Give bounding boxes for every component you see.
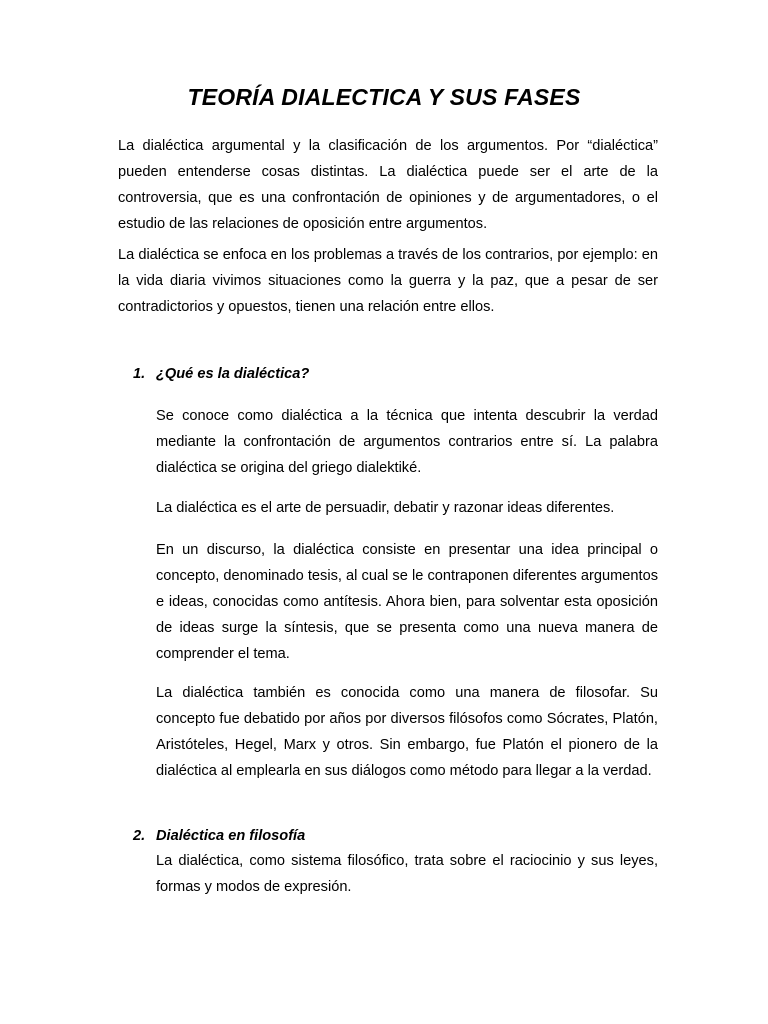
intro-paragraph: La dialéctica argumental y la clasificación de los argumentos. Por “dialéctica” pueden entenderse cosas distintas. La dialéctica puede ser el arte de la controversia, que es una confrontación de opiniones y de argumentadores, o el estudio de las relaciones de oposición entre argumentos. bbox=[118, 138, 658, 232]
intro-paragraph: La dialéctica se enfoca en los problemas a través de los contrarios, por ejemplo: en la vida diaria vivimos situaciones como la guerra y la paz, que a pesar de ser contradictorios y opuestos, tienen una relación entre ellos. bbox=[118, 247, 658, 315]
section-paragraph: La dialéctica también es conocida como una manera de filosofar. Su concepto fue debatido por años por diversos filósofos como Sócrates, Platón, Aristóteles, Hegel, Marx y otros. Sin embargo, fue Platón el pionero de la dialéctica al emplearla en sus diálogos como método para llegar a la verdad. bbox=[156, 685, 658, 779]
section-heading-text: ¿Qué es la dialéctica? bbox=[156, 366, 310, 382]
section-paragraph: Se conoce como dialéctica a la técnica que intenta descubrir la verdad mediante la confrontación de argumentos contrarios entre sí. La palabra dialéctica se origina del griego dialektiké. bbox=[156, 408, 658, 476]
section-number: 1. bbox=[133, 366, 146, 382]
section-paragraph: En un discurso, la dialéctica consiste en presentar una idea principal o concepto, denominado tesis, al cual se le contraponen diferentes argumentos e ideas, conocidas como antítesis. Ahora bien, para solventar esta oposición de ideas surge la síntesis, que se presenta como una nueva manera de comprender el tema. bbox=[156, 542, 658, 662]
section-paragraph: La dialéctica es el arte de persuadir, debatir y razonar ideas diferentes. bbox=[156, 500, 615, 516]
section-heading bbox=[133, 361, 309, 387]
section-number: 2. bbox=[133, 828, 146, 844]
section-heading-text: Dialéctica en filosofía bbox=[156, 828, 306, 844]
section-heading bbox=[133, 823, 305, 849]
section-paragraph: La dialéctica, como sistema filosófico, trata sobre el raciocinio y sus leyes, formas y modos de expresión. bbox=[156, 853, 658, 895]
document-title: TEORÍA DIALECTICA Y SUS FASES bbox=[187, 84, 581, 110]
